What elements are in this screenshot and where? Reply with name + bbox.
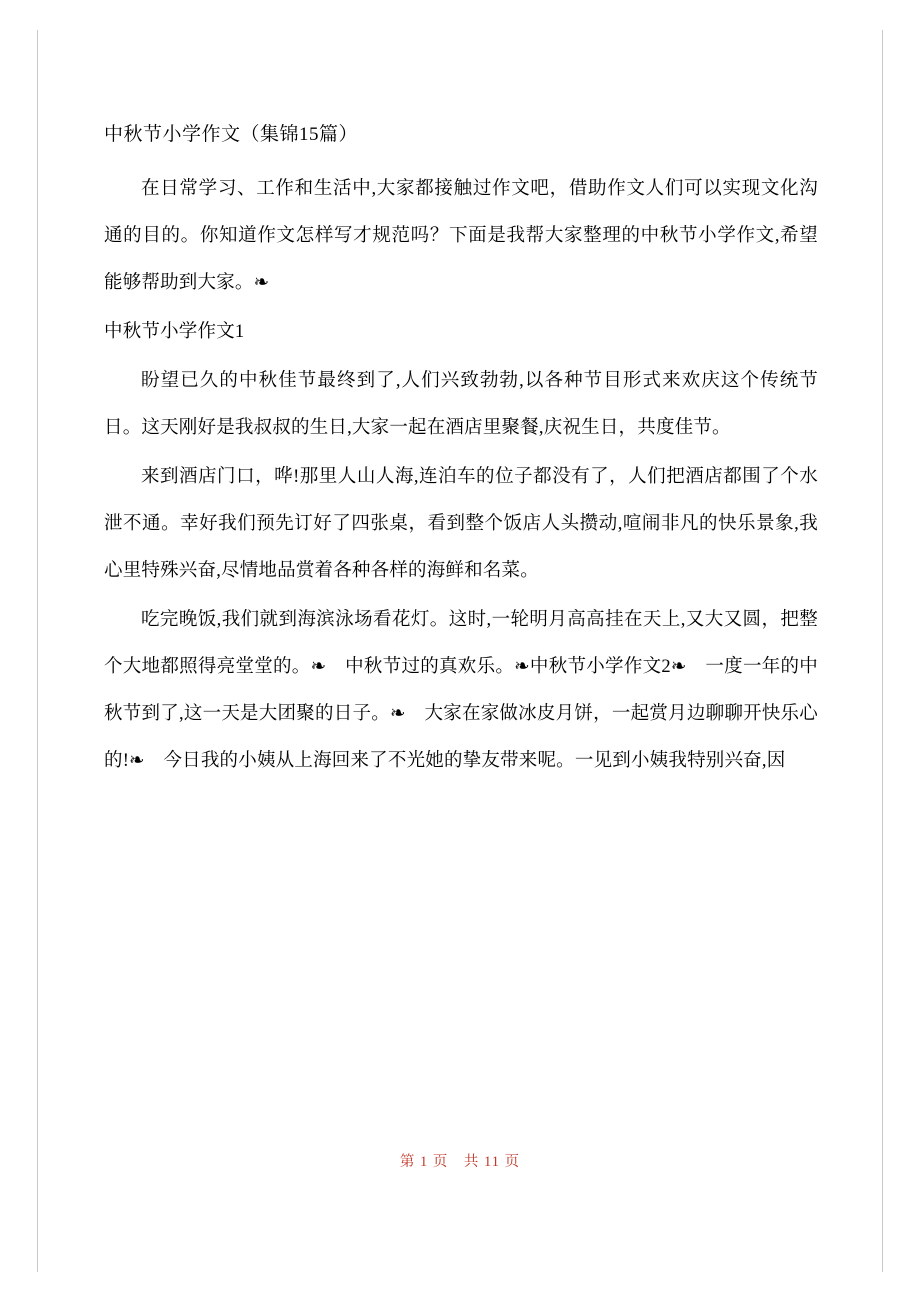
page-footer [0,1150,920,1171]
paragraph-body-3: 吃完晚饭,我们就到海滨泳场看花灯。这时,一轮明月高高挂在天上,又大又圆，把整个大地都照得亮堂堂的。❧ 中秋节过的真欢乐。❧中秋节小学作文2❧ 一度一年的中秋节到了,这一天是大团聚的日子。❧ 大家在家做冰皮月饼，一起赏月边聊聊开快乐心的!❧ 今日我的小姨从上海回来了不光她的挚友带来呢。一见到小姨我特别兴奋,因 [104,610,818,771]
section-heading-1: 中秋节小学作文1 [104,322,245,342]
paragraph-body-1: 盼望已久的中秋佳节最终到了,人们兴致勃勃,以各种节目形式来欢庆这个传统节日。这天刚好是我叔叔的生日,大家一起在酒店里聚餐,庆祝生日，共度佳节。 [104,371,818,438]
paragraph-body-2: 来到酒店门口，哗!那里人山人海,连泊车的位子都没有了，人们把酒店都围了个水泄不通。幸好我们预先订好了四张桌，看到整个饭店人头攒动,喧闹非凡的快乐景象,我心里特殊兴奋,尽情地品赏着各种各样的海鲜和名菜。 [104,467,818,581]
document-title: 中秋节小学作文（集锦15篇） [104,124,359,145]
page-number-label: 第 1 页 共 11 页 [399,1154,521,1170]
paragraph-intro: 在日常学习、工作和生活中,大家都接触过作文吧，借助作文人们可以实现文化沟通的目的。你知道作文怎样写才规范吗？下面是我帮大家整理的中秋节小学作文,希望能够帮助到大家。❧ [104,179,818,293]
document-content [104,118,818,787]
